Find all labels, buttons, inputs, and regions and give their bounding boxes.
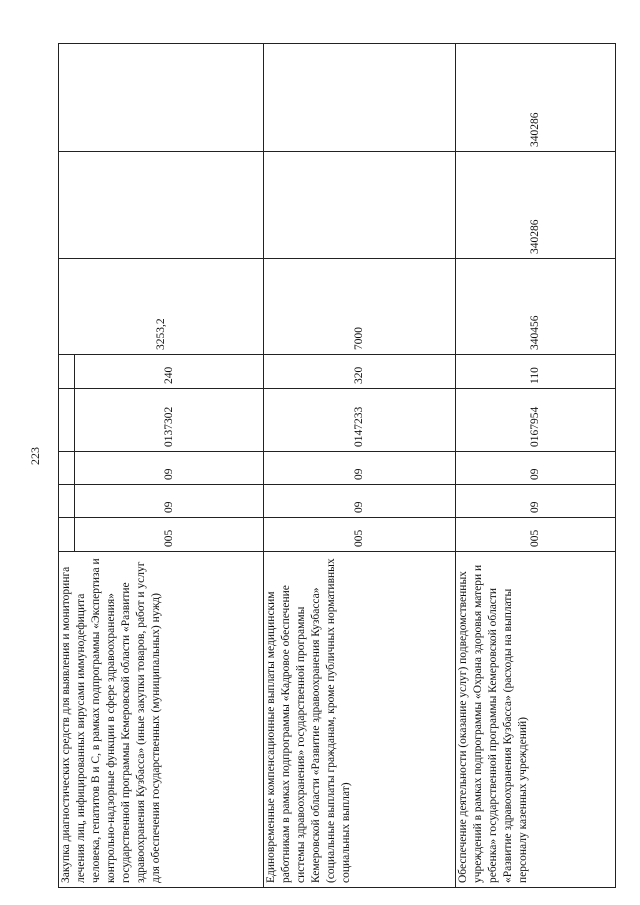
budget-table — [58, 43, 616, 888]
table-cell-code: 0147233 — [264, 389, 456, 452]
table-cell-value — [59, 44, 264, 152]
table-cell-empty — [59, 355, 75, 389]
table-row — [264, 44, 456, 888]
table-cell-empty — [59, 452, 75, 485]
rotated-table-container — [58, 44, 616, 888]
table-cell-code: 09 — [455, 452, 615, 485]
table-cell-description: Закупка диагностических средств для выявления и мониторинга лечения лиц, инфицированных вирусами иммунодефицита человека, гепатитов B и C, в рамках подпрограммы «Экспертиза и контрольно-надзорные функции в сфере здравоохранения» государственной программы Кемеровской области «Развитие здравоохранения Кузбасса» (иные закупки товаров, работ и услуг для обеспечения государственных (муниципальных) нужд) — [59, 552, 264, 888]
table-cell-code: 09 — [75, 452, 264, 485]
table-cell-code: 110 — [455, 355, 615, 389]
table-cell-value — [59, 152, 264, 259]
table-cell-code: 320 — [264, 355, 456, 389]
table-cell-code: 09 — [264, 485, 456, 518]
table-cell-description: Единовременные компенсационные выплаты медицинским работникам в рамках подпрограммы «Кадровое обеспечение системы здравоохранения» государственной программы Кемеровской области «Развитие здравоохранения Кузбасса» (социальные выплаты гражданам, кроме публичных нормативных социальных выплат) — [264, 552, 456, 888]
table-cell-code: 005 — [455, 518, 615, 552]
table-row — [455, 44, 615, 888]
table-cell-empty — [59, 485, 75, 518]
table-cell-value: 7000 — [264, 259, 456, 355]
table-cell-code: 09 — [75, 485, 264, 518]
table-cell-description: Обеспечение деятельности (оказание услуг) подведомственных учреждений в рамках подпрограммы «Охрана здоровья матери и ребенка» государственной программы Кемеровской области «Развитие здравоохранения Кузбасса» (расходы на выплаты персоналу казенных учреждений) — [455, 552, 615, 888]
table-cell-code: 0167954 — [455, 389, 615, 452]
table-cell-value: 340286 — [455, 152, 615, 259]
table-cell-code: 005 — [264, 518, 456, 552]
table-cell-empty — [59, 389, 75, 452]
table-cell-value: 3253,2 — [59, 259, 264, 355]
table-cell-code: 0137302 — [75, 389, 264, 452]
table-cell-value: 340456 — [455, 259, 615, 355]
table-cell-code: 240 — [75, 355, 264, 389]
table-cell-value — [264, 152, 456, 259]
table-cell-value: 340286 — [455, 44, 615, 152]
page-number: 223 — [28, 447, 42, 465]
table-cell-code: 09 — [264, 452, 456, 485]
table-cell-empty — [59, 518, 75, 552]
table-cell-value — [264, 44, 456, 152]
table-cell-code: 09 — [455, 485, 615, 518]
table-cell-code: 005 — [75, 518, 264, 552]
table-top-spacer-row — [59, 44, 75, 888]
